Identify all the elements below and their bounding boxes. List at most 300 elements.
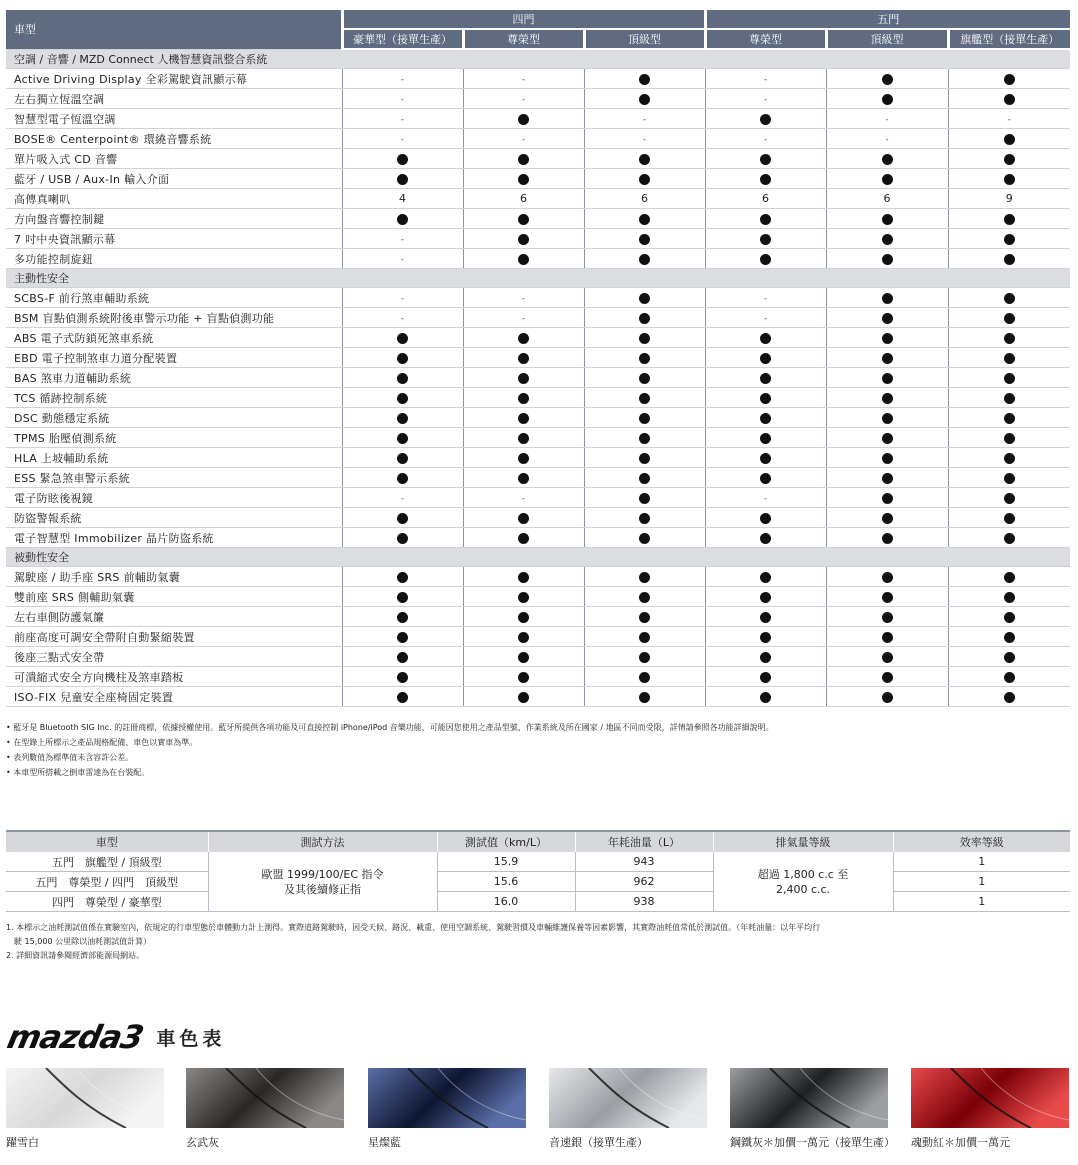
standard-dot-icon	[639, 393, 650, 404]
not-available-cell	[463, 308, 584, 328]
standard-dot-cell	[948, 508, 1070, 528]
standard-dot-icon	[397, 433, 408, 444]
not-available-mark: -	[763, 494, 768, 504]
standard-dot-cell	[342, 528, 463, 548]
standard-dot-cell	[826, 627, 948, 647]
fuel-note-line: 駛 15,000 公里除以油耗測試值計算）	[6, 937, 152, 946]
feature-label: 後座三點式安全帶	[6, 647, 342, 667]
section-header	[6, 548, 1070, 567]
color-swatch	[549, 1068, 707, 1150]
standard-dot-cell	[342, 448, 463, 468]
not-available-cell	[705, 69, 826, 89]
standard-dot-cell	[826, 388, 948, 408]
standard-dot-cell	[948, 308, 1070, 328]
standard-dot-icon	[1004, 692, 1015, 703]
feature-row	[6, 229, 1070, 249]
fuel-note-line: 1. 本標示之油耗測試值係在實驗室內，依規定的行車型態於車體動力計上測得。實際道路駕駛時，因受天候、路況、載重、使用空調系統、駕駛習慣及車輛維護保養等因素影響，其實際油耗值常低於測試值。（年耗油量：以年平均行	[6, 923, 821, 932]
standard-dot-cell	[948, 249, 1070, 269]
standard-dot-cell	[342, 149, 463, 169]
standard-dot-cell	[584, 587, 705, 607]
standard-dot-cell	[584, 308, 705, 328]
standard-dot-icon	[639, 254, 650, 265]
standard-dot-cell	[948, 448, 1070, 468]
standard-dot-cell	[826, 209, 948, 229]
not-available-mark: -	[400, 294, 405, 304]
standard-dot-icon	[1004, 473, 1015, 484]
standard-dot-icon	[639, 94, 650, 105]
standard-dot-cell	[705, 687, 826, 707]
feature-row	[6, 129, 1070, 149]
feature-row	[6, 308, 1070, 328]
standard-dot-cell	[584, 388, 705, 408]
efficiency-grade: 1	[893, 872, 1070, 892]
standard-dot-cell	[948, 89, 1070, 109]
efficiency-grade: 1	[893, 852, 1070, 872]
standard-dot-cell	[584, 149, 705, 169]
feature-label: 前座高度可調安全帶附自動緊縮裝置	[6, 627, 342, 647]
standard-dot-cell	[584, 368, 705, 388]
standard-dot-icon	[1004, 214, 1015, 225]
standard-dot-icon	[397, 154, 408, 165]
trim-header: 豪華型（接單生產）	[342, 29, 463, 49]
feature-row	[6, 209, 1070, 229]
standard-dot-icon	[882, 413, 893, 424]
not-available-cell	[463, 129, 584, 149]
not-available-cell	[342, 488, 463, 508]
standard-dot-icon	[639, 433, 650, 444]
standard-dot-icon	[639, 413, 650, 424]
feature-label: 左右獨立恆溫空調	[6, 89, 342, 109]
paint-sample-image	[6, 1068, 164, 1128]
standard-dot-cell	[584, 667, 705, 687]
standard-dot-cell	[342, 209, 463, 229]
standard-dot-cell	[463, 149, 584, 169]
standard-dot-icon	[1004, 134, 1015, 145]
standard-dot-cell	[948, 328, 1070, 348]
speaker-count-cell: 6	[705, 189, 826, 209]
standard-dot-cell	[948, 129, 1070, 149]
color-chart-title: 車色表	[156, 1027, 226, 1050]
standard-dot-cell	[948, 587, 1070, 607]
feature-label: 左右車側防護氣簾	[6, 607, 342, 627]
standard-dot-cell	[342, 348, 463, 368]
test-method-line: 及其後續修正指	[284, 882, 361, 896]
not-available-mark: -	[400, 135, 405, 145]
standard-dot-cell	[948, 408, 1070, 428]
standard-dot-icon	[760, 513, 771, 524]
feature-label: SCBS-F 前行煞車輔助系統	[6, 288, 342, 308]
standard-dot-cell	[948, 388, 1070, 408]
standard-dot-icon	[1004, 652, 1015, 663]
not-available-mark: -	[763, 75, 768, 85]
standard-dot-cell	[584, 249, 705, 269]
standard-dot-icon	[882, 592, 893, 603]
standard-dot-cell	[826, 288, 948, 308]
standard-dot-cell	[584, 209, 705, 229]
standard-dot-cell	[705, 348, 826, 368]
fuel-header: 年耗油量（L）	[575, 831, 713, 852]
standard-dot-icon	[882, 453, 893, 464]
standard-dot-cell	[584, 567, 705, 587]
fuel-model: 四門 尊榮型 / 豪華型	[6, 892, 208, 912]
not-available-mark: -	[400, 75, 405, 85]
fuel-value: 15.6	[437, 872, 575, 892]
fuel-annual: 962	[575, 872, 713, 892]
fuel-header: 排氣量等級	[713, 831, 893, 852]
standard-dot-icon	[518, 592, 529, 603]
feature-row	[6, 89, 1070, 109]
standard-dot-icon	[518, 652, 529, 663]
not-available-mark: -	[521, 314, 526, 324]
standard-dot-cell	[584, 488, 705, 508]
standard-dot-cell	[463, 229, 584, 249]
standard-dot-icon	[882, 254, 893, 265]
standard-dot-cell	[342, 388, 463, 408]
standard-dot-icon	[639, 453, 650, 464]
standard-dot-cell	[584, 508, 705, 528]
standard-dot-icon	[760, 592, 771, 603]
standard-dot-icon	[760, 672, 771, 683]
feature-row	[6, 647, 1070, 667]
standard-dot-icon	[760, 234, 771, 245]
standard-dot-icon	[882, 94, 893, 105]
standard-dot-icon	[1004, 234, 1015, 245]
standard-dot-icon	[518, 453, 529, 464]
standard-dot-cell	[342, 687, 463, 707]
feature-row	[6, 109, 1070, 129]
not-available-mark: -	[521, 294, 526, 304]
standard-dot-icon	[882, 513, 893, 524]
feature-row	[6, 149, 1070, 169]
standard-dot-icon	[1004, 453, 1015, 464]
speaker-count-cell: 6	[826, 189, 948, 209]
not-available-mark: -	[763, 95, 768, 105]
feature-row	[6, 368, 1070, 388]
standard-dot-icon	[760, 632, 771, 643]
standard-dot-cell	[342, 607, 463, 627]
not-available-mark: -	[885, 135, 889, 145]
standard-dot-cell	[342, 428, 463, 448]
standard-dot-cell	[948, 288, 1070, 308]
standard-dot-icon	[639, 533, 650, 544]
not-available-cell	[705, 488, 826, 508]
color-swatch	[6, 1068, 164, 1150]
standard-dot-icon	[397, 453, 408, 464]
standard-dot-icon	[882, 174, 893, 185]
standard-dot-icon	[1004, 493, 1015, 504]
standard-dot-icon	[882, 652, 893, 663]
not-available-mark: -	[642, 135, 647, 145]
standard-dot-icon	[882, 333, 893, 344]
feature-row	[6, 587, 1070, 607]
color-name: 魂動紅＊加價一萬元	[911, 1136, 1010, 1149]
trim-header: 頂級型	[584, 29, 705, 49]
feature-label: 單片吸入式 CD 音響	[6, 149, 342, 169]
not-available-mark: -	[763, 135, 768, 145]
standard-dot-icon	[397, 533, 408, 544]
standard-dot-cell	[826, 408, 948, 428]
not-available-mark: -	[763, 314, 768, 324]
color-swatch	[911, 1068, 1069, 1150]
efficiency-grade: 1	[893, 892, 1070, 912]
fuel-notes	[6, 921, 1070, 963]
standard-dot-cell	[705, 388, 826, 408]
standard-dot-cell	[826, 448, 948, 468]
feature-row	[6, 388, 1070, 408]
standard-dot-cell	[463, 627, 584, 647]
standard-dot-cell	[705, 508, 826, 528]
color-name: 星燦藍	[368, 1136, 401, 1149]
standard-dot-cell	[705, 627, 826, 647]
standard-dot-cell	[948, 229, 1070, 249]
paint-sample-image	[549, 1068, 707, 1128]
feature-row	[6, 607, 1070, 627]
standard-dot-icon	[760, 612, 771, 623]
color-swatch	[730, 1068, 895, 1150]
standard-dot-cell	[705, 249, 826, 269]
section-header	[6, 269, 1070, 288]
fuel-note-line: 2. 詳細資訊請參閱經濟部能源局網站。	[6, 951, 145, 960]
standard-dot-icon	[639, 692, 650, 703]
standard-dot-cell	[705, 328, 826, 348]
brand-header	[3, 1018, 226, 1056]
standard-dot-cell	[584, 169, 705, 189]
speaker-count-cell: 6	[584, 189, 705, 209]
standard-dot-cell	[463, 348, 584, 368]
speaker-count-cell: 9	[948, 189, 1070, 209]
standard-dot-icon	[518, 393, 529, 404]
fuel-header: 車型	[6, 831, 208, 852]
standard-dot-icon	[518, 234, 529, 245]
standard-dot-icon	[518, 433, 529, 444]
standard-dot-icon	[639, 214, 650, 225]
standard-dot-icon	[760, 393, 771, 404]
section-title: 空調 / 音響 / MZD Connect 人機智慧資訊整合系統	[6, 49, 1070, 69]
standard-dot-icon	[882, 433, 893, 444]
standard-dot-icon	[882, 293, 893, 304]
standard-dot-cell	[948, 647, 1070, 667]
fuel-row	[6, 852, 1070, 872]
standard-dot-cell	[463, 249, 584, 269]
standard-dot-cell	[342, 508, 463, 528]
standard-dot-cell	[342, 627, 463, 647]
standard-dot-cell	[584, 428, 705, 448]
not-available-cell	[463, 69, 584, 89]
color-swatch	[186, 1068, 344, 1150]
fuel-model: 五門 尊榮型 / 四門 頂級型	[6, 872, 208, 892]
feature-label: HLA 上坡輔助系統	[6, 448, 342, 468]
standard-dot-icon	[639, 333, 650, 344]
standard-dot-cell	[948, 567, 1070, 587]
note-line: • 本車型所搭載之倒車雷達為在台裝配。	[6, 768, 150, 777]
standard-dot-icon	[397, 373, 408, 384]
mazda3-logo: mazda3	[3, 1018, 147, 1056]
feature-label: TPMS 胎壓偵測系統	[6, 428, 342, 448]
standard-dot-cell	[948, 149, 1070, 169]
feature-label: 藍牙 / USB / Aux-In 輸入介面	[6, 169, 342, 189]
not-available-mark: -	[400, 314, 405, 324]
not-available-mark: -	[521, 75, 526, 85]
fuel-row	[6, 892, 1070, 912]
standard-dot-icon	[639, 174, 650, 185]
feature-row	[6, 189, 1070, 209]
standard-dot-cell	[948, 488, 1070, 508]
standard-dot-icon	[397, 393, 408, 404]
standard-dot-cell	[584, 348, 705, 368]
feature-label: 雙前座 SRS 側輔助氣囊	[6, 587, 342, 607]
standard-dot-cell	[948, 348, 1070, 368]
standard-dot-icon	[518, 672, 529, 683]
standard-dot-icon	[760, 533, 771, 544]
standard-dot-icon	[397, 473, 408, 484]
standard-dot-cell	[705, 667, 826, 687]
feature-row	[6, 288, 1070, 308]
standard-dot-cell	[826, 567, 948, 587]
standard-dot-cell	[826, 308, 948, 328]
standard-dot-icon	[760, 473, 771, 484]
standard-dot-cell	[342, 468, 463, 488]
standard-dot-icon	[639, 652, 650, 663]
standard-dot-icon	[639, 293, 650, 304]
standard-dot-icon	[882, 74, 893, 85]
standard-dot-cell	[826, 328, 948, 348]
feature-label: Active Driving Display 全彩駕駛資訊顯示幕	[6, 69, 342, 89]
standard-dot-cell	[584, 69, 705, 89]
standard-dot-icon	[1004, 174, 1015, 185]
feature-row	[6, 348, 1070, 368]
standard-dot-icon	[882, 234, 893, 245]
not-available-mark: -	[400, 255, 405, 265]
not-available-mark: -	[885, 115, 889, 125]
standard-dot-cell	[342, 667, 463, 687]
standard-dot-cell	[584, 408, 705, 428]
standard-dot-cell	[705, 428, 826, 448]
color-name: 鋼鐵灰＊加價一萬元（接單生產）	[730, 1136, 895, 1149]
spec-table-header	[6, 10, 1070, 49]
standard-dot-icon	[882, 373, 893, 384]
standard-dot-icon	[1004, 313, 1015, 324]
not-available-cell	[342, 308, 463, 328]
standard-dot-icon	[760, 333, 771, 344]
feature-label: 方向盤音響控制鍵	[6, 209, 342, 229]
standard-dot-icon	[397, 592, 408, 603]
standard-dot-icon	[882, 612, 893, 623]
standard-dot-icon	[1004, 393, 1015, 404]
standard-dot-cell	[826, 89, 948, 109]
standard-dot-icon	[882, 313, 893, 324]
standard-dot-cell	[463, 448, 584, 468]
not-available-cell	[463, 288, 584, 308]
not-available-cell	[584, 109, 705, 129]
feature-label: 駕駛座 / 助手座 SRS 前輔助氣囊	[6, 567, 342, 587]
standard-dot-cell	[826, 687, 948, 707]
feature-row	[6, 627, 1070, 647]
standard-dot-cell	[826, 647, 948, 667]
standard-dot-icon	[397, 333, 408, 344]
standard-dot-icon	[639, 632, 650, 643]
standard-dot-icon	[760, 114, 771, 125]
test-method-line: 歐盟 1999/100/EC 指令	[261, 867, 384, 881]
standard-dot-icon	[760, 353, 771, 364]
standard-dot-icon	[882, 533, 893, 544]
color-name: 玄武灰	[186, 1136, 219, 1149]
standard-dot-cell	[342, 368, 463, 388]
feature-label: 防盜警報系統	[6, 508, 342, 528]
speaker-count-cell: 6	[463, 189, 584, 209]
standard-dot-cell	[463, 428, 584, 448]
feature-label: BSM 盲點偵測系統附後車警示功能 + 盲點偵測功能	[6, 308, 342, 328]
feature-label: 電子防眩後視鏡	[6, 488, 342, 508]
standard-dot-cell	[705, 468, 826, 488]
standard-dot-cell	[705, 109, 826, 129]
fuel-value: 15.9	[437, 852, 575, 872]
note-line: • 在型錄上所標示之產品規格配備、車色以實車為準。	[6, 738, 198, 747]
not-available-mark: -	[521, 95, 526, 105]
standard-dot-cell	[826, 169, 948, 189]
paint-sample-image	[730, 1068, 888, 1128]
standard-dot-cell	[826, 149, 948, 169]
feature-row	[6, 328, 1070, 348]
color-name: 音速銀（接單生產）	[549, 1136, 648, 1149]
standard-dot-icon	[518, 174, 529, 185]
fuel-header: 測試方法	[208, 831, 437, 852]
standard-dot-icon	[1004, 632, 1015, 643]
trim-header: 尊榮型	[705, 29, 826, 49]
section-title: 主動性安全	[6, 269, 1070, 288]
not-available-cell	[705, 308, 826, 328]
standard-dot-cell	[705, 647, 826, 667]
standard-dot-cell	[826, 607, 948, 627]
standard-dot-icon	[760, 154, 771, 165]
standard-dot-icon	[1004, 373, 1015, 384]
standard-dot-icon	[1004, 592, 1015, 603]
feature-row	[6, 687, 1070, 707]
standard-dot-icon	[760, 214, 771, 225]
standard-dot-icon	[639, 313, 650, 324]
feature-label: 7 吋中央資訊顯示幕	[6, 229, 342, 249]
standard-dot-icon	[639, 234, 650, 245]
standard-dot-cell	[463, 368, 584, 388]
color-swatch	[368, 1068, 526, 1150]
note-line: • 表列數值為標準值未含容許公差。	[6, 753, 134, 762]
feature-label: DSC 動態穩定系統	[6, 408, 342, 428]
standard-dot-cell	[584, 647, 705, 667]
displacement-line: 2,400 c.c.	[775, 882, 831, 896]
standard-dot-icon	[1004, 74, 1015, 85]
standard-dot-cell	[826, 667, 948, 687]
standard-dot-cell	[342, 328, 463, 348]
speaker-count-cell: 4	[342, 189, 463, 209]
trim-header: 旗艦型（接單生產）	[948, 29, 1070, 49]
standard-dot-cell	[463, 468, 584, 488]
feature-row	[6, 488, 1070, 508]
standard-dot-cell	[584, 89, 705, 109]
standard-dot-icon	[397, 214, 408, 225]
fuel-row	[6, 872, 1070, 892]
standard-dot-icon	[760, 174, 771, 185]
standard-dot-icon	[518, 533, 529, 544]
standard-dot-icon	[1004, 672, 1015, 683]
feature-row	[6, 468, 1070, 488]
not-available-mark: -	[521, 494, 526, 504]
standard-dot-cell	[463, 567, 584, 587]
paint-sample-image	[368, 1068, 526, 1128]
standard-dot-icon	[760, 692, 771, 703]
standard-dot-cell	[463, 587, 584, 607]
standard-dot-cell	[948, 209, 1070, 229]
not-available-mark: -	[400, 494, 405, 504]
standard-dot-icon	[518, 214, 529, 225]
